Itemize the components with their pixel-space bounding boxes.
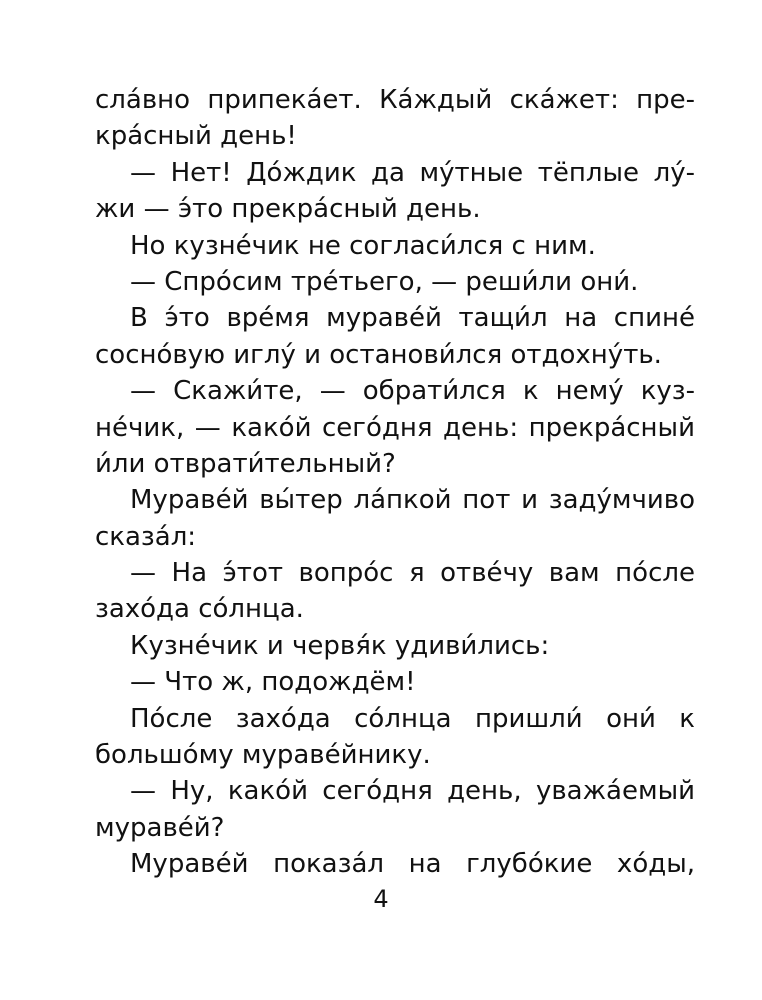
- text-line: В э́то вре́мя мураве́й тащи́л на спине́: [130, 303, 695, 334]
- text-line: — Ну, како́й сего́дня день, уважа́емый: [130, 776, 695, 807]
- text-line: не́чик, — како́й сего́дня день: прекра́сный: [95, 412, 695, 443]
- text-line: По́сле захо́да со́лнца пришли́ они́ к: [130, 703, 695, 734]
- text-line: Но кузне́чик не согласи́лся с ним.: [130, 230, 596, 261]
- text-line: захо́да со́лнца.: [95, 594, 304, 625]
- text-line: — На э́тот вопро́с я отве́чу вам по́сле: [130, 558, 695, 589]
- text-line: — Что ж, подождём!: [130, 667, 416, 698]
- text-line: сла́вно припека́ет. Ка́ждый ска́жет: пре-: [95, 85, 695, 115]
- text-line: и́ли отврати́тельный?: [95, 448, 396, 479]
- page-number: 4: [373, 885, 389, 913]
- text-line: Мураве́й показа́л на глубо́кие хо́ды,: [130, 849, 695, 880]
- text-line: Кузне́чик и червя́к удиви́лись:: [130, 630, 550, 661]
- story-text: [95, 82, 695, 883]
- text-line: — Спро́сим тре́тьего, — реши́ли они́.: [130, 266, 639, 297]
- text-line: Мураве́й вы́тер ла́пкой пот и заду́мчиво: [130, 485, 695, 516]
- text-line: сказа́л:: [95, 521, 197, 552]
- text-line: жи — э́то прекра́сный день.: [95, 194, 481, 225]
- text-line: большо́му мураве́йнику.: [95, 740, 431, 771]
- text-line: — Скажи́те, — обрати́лся к нему́ куз-: [130, 376, 695, 407]
- text-line: сосно́вую иглу́ и останови́лся отдохну́ть.: [95, 339, 662, 370]
- text-line: — Нет! До́ждик да му́тные тёплые лу́-: [130, 157, 695, 188]
- text-line: мураве́й?: [95, 812, 225, 843]
- text-line: кра́сный день!: [95, 121, 297, 152]
